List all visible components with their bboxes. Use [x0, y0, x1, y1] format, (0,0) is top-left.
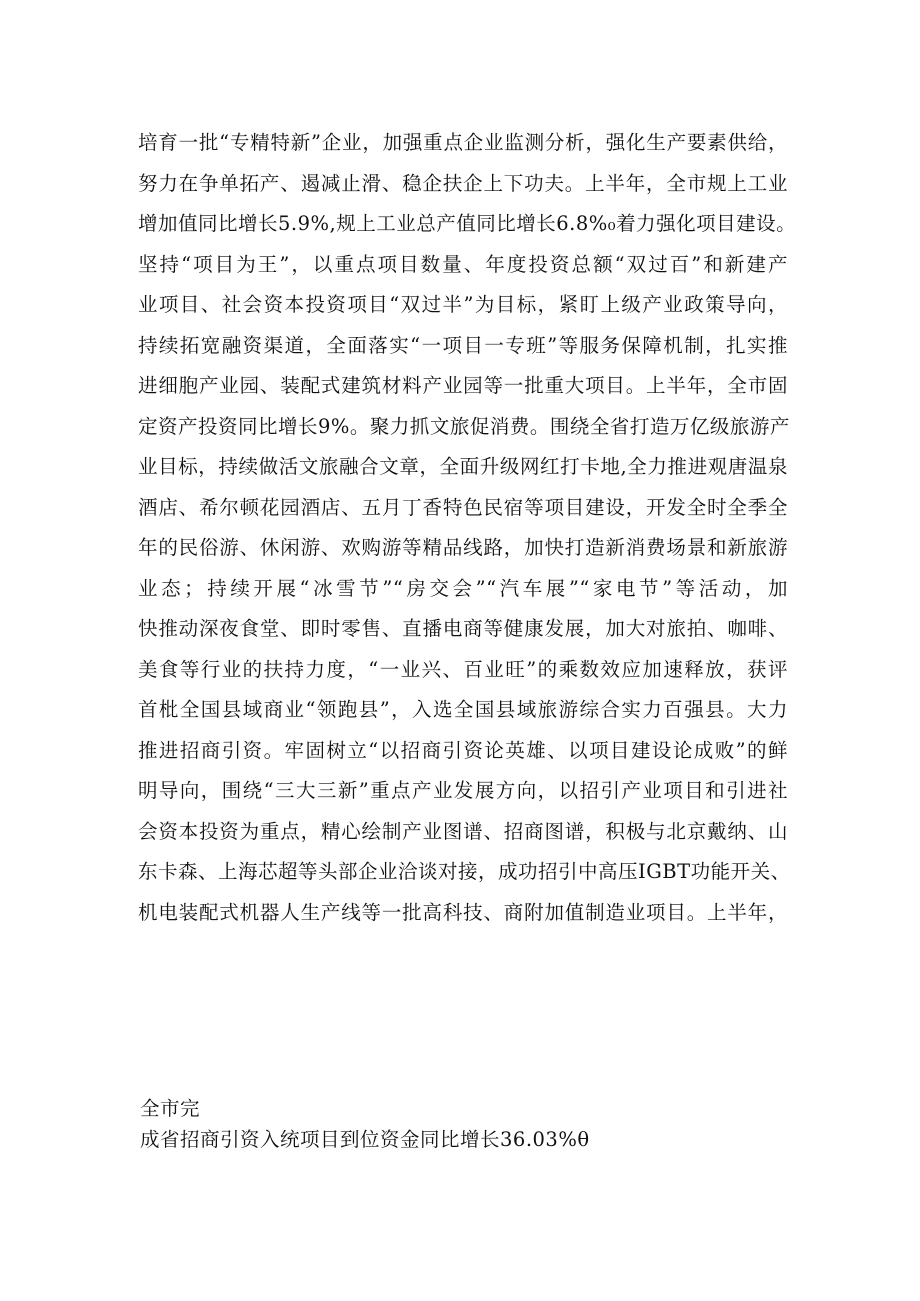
text-line: 年的民俗游、休闲游、欢购游等精品线路，加快打造新消费场景和新旅游 [138, 536, 788, 559]
text-line: 美食等行业的扶持力度，“一业兴、百业旺”的乘数效应加速释放，获评 [138, 657, 788, 681]
text-line: 定资产投资同比增长9%。聚力抓文旅促消费。围绕全省打造万亿级旅游产 [138, 414, 790, 438]
body-text [138, 123, 797, 933]
text-line: 首枇全国县域商业“领跑县”，入选全国县域旅游综合实力百强县。大力 [138, 698, 788, 721]
text-line: 酒店、希尔顿花园酒店、五月丁香特色民宿等项目建设，开发全时全季全 [138, 495, 788, 519]
text-line: 明导向，围绕“三大三新”重点产业发展方向，以招引产业项目和引进社 [138, 779, 788, 802]
text-line: 增加值同比增长5.9%,规上工业总产值同比增长6.8%₀着力强化项目建设。 [138, 212, 797, 235]
text-line: 推进招商引资。牢固树立“以招商引资论英雄、以项目建设论成败”的鲜 [138, 738, 788, 762]
text-line: 坚持“项目为王”，以重点项目数量、年度投资总额“双过百”和新建产 [138, 252, 788, 276]
text-line: 会资本投资为重点，精心绘制产业图谱、招商图谱，积极与北京戴纳、山 [138, 819, 788, 843]
text-line: 持续拓宽融资渠道，全面落实“一项目一专班”等服务保障机制，扎实推 [138, 333, 788, 357]
tail-text-line-2: 成省招商引资入统项目到位资金同比增长36.03%θ [140, 1128, 590, 1151]
tail-text-line-1: 全市完 [140, 1097, 201, 1120]
text-line: 东卡森、上海芯超等头部企业洽谈对接，成功招引中高压IGBT功能开关、 [138, 860, 791, 883]
text-line: 机电装配式机器人生产线等一批高科技、商附加值制造业项目。上半年， [138, 900, 788, 924]
text-line: 努力在争单拓产、遏减止滑、稳企扶企上下功夫。上半年，全市规上工业 [138, 171, 788, 195]
text-line: 业态；持续开展“冰雪节”“房交会”“汽车展”“家电节”等活动，加 [138, 576, 788, 600]
text-line: 进细胞产业园、装配式建筑材料产业园等一批重大项目。上半年，全市固 [138, 374, 788, 397]
text-line: 业项目、社会资本投资项目“双过半”为目标，紧盯上级产业政策导向， [138, 293, 788, 316]
text-line: 培育一批“专精特新”企业，加强重点企业监测分析，强化生产要素供给， [138, 131, 788, 154]
text-line: 快推动深夜食堂、即时零售、直播电商等健康发展，加大对旅拍、咖啡、 [138, 617, 788, 640]
text-line: 业目标，持续做活文旅融合文章，全面升级网红打卡地,全力推进观唐温泉 [138, 455, 788, 478]
